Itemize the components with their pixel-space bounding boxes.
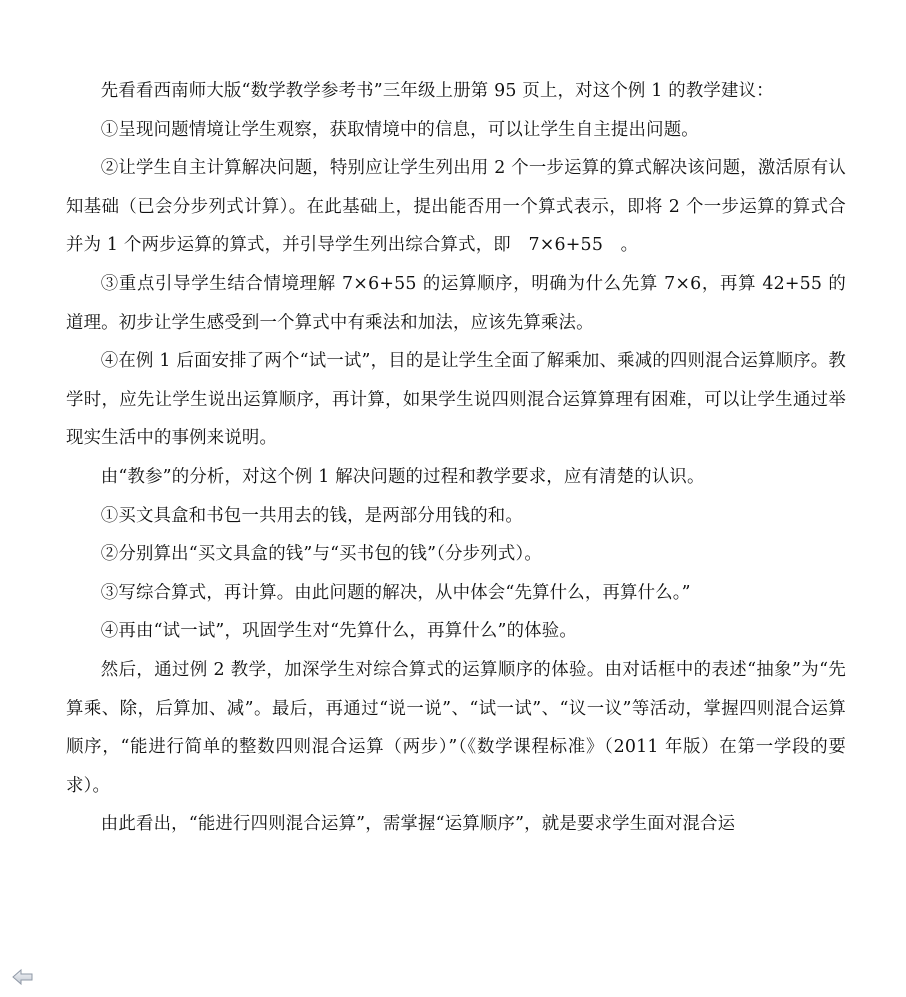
paragraph-suggestion-3: ③重点引导学生结合情境理解 7×6+55 的运算顺序，明确为什么先算 7×6，再算 42+55 的道理。初步让学生感受到一个算式中有乘法和加法，应该先算乘法。 [66, 273, 846, 333]
paragraph-intro: 先看看西南师大版“数学教学参考书”三年级上册第 95 页上，对这个例 1 的教学建议： [100, 81, 774, 101]
paragraph-point-4: ④再由“试一试”，巩固学生对“先算什么，再算什么”的体验。 [100, 621, 577, 642]
document-page [66, 72, 846, 844]
paragraph-point-1: ①买文具盒和书包一共用去的钱，是两部分用钱的和。 [100, 505, 523, 526]
paragraph-analysis: 由“教参”的分析，对这个例 1 解决问题的过程和教学要求，应有清楚的认识。 [100, 466, 705, 487]
paragraph-point-2: ②分别算出“买文具盒的钱”与“买书包的钱”（分步列式）。 [100, 544, 542, 565]
paragraph-suggestion-1: ①呈现问题情境让学生观察，获取情境中的信息，可以让学生自主提出问题。 [100, 119, 699, 140]
paragraph-point-3: ③写综合算式，再计算。由此问题的解决，从中体会“先算什么，再算什么。” [100, 582, 691, 603]
paragraph-conclusion: 由此看出，“能进行四则混合运算”，需掌握“运算顺序”，就是要求学生面对混合运 [100, 814, 736, 835]
paragraph-example-2: 然后，通过例 2 教学，加深学生对综合算式的运算顺序的体验。由对话框中的表述“抽象”为“先算乘、除，后算加、减”。最后，再通过“说一说”、“试一试”、“议一议”等活动，掌握四则混合运算顺序，“能进行简单的整数四则混合运算（两步）”（《数学课程标准》（2011 年版）在第一学段的要求）。 [66, 659, 846, 796]
paragraph-suggestion-2: ②让学生自主计算解决问题，特别应让学生列出用 2 个一步运算的算式解决该问题，激活原有认知基础（已会分步列式计算）。在此基础上，提出能否用一个算式表示，即将 2 个一步运算的算式合并为 1 个两步运算的算式，并引导学生列出综合算式，即 7×6+55 。 [66, 158, 846, 256]
back-arrow-icon[interactable] [12, 968, 34, 986]
paragraph-suggestion-4: ④在例 1 后面安排了两个“试一试”，目的是让学生全面了解乘加、乘减的四则混合运算顺序。教学时，应先让学生说出运算顺序，再计算，如果学生说四则混合运算算理有困难，可以让学生通过举现实生活中的事例来说明。 [66, 351, 846, 449]
